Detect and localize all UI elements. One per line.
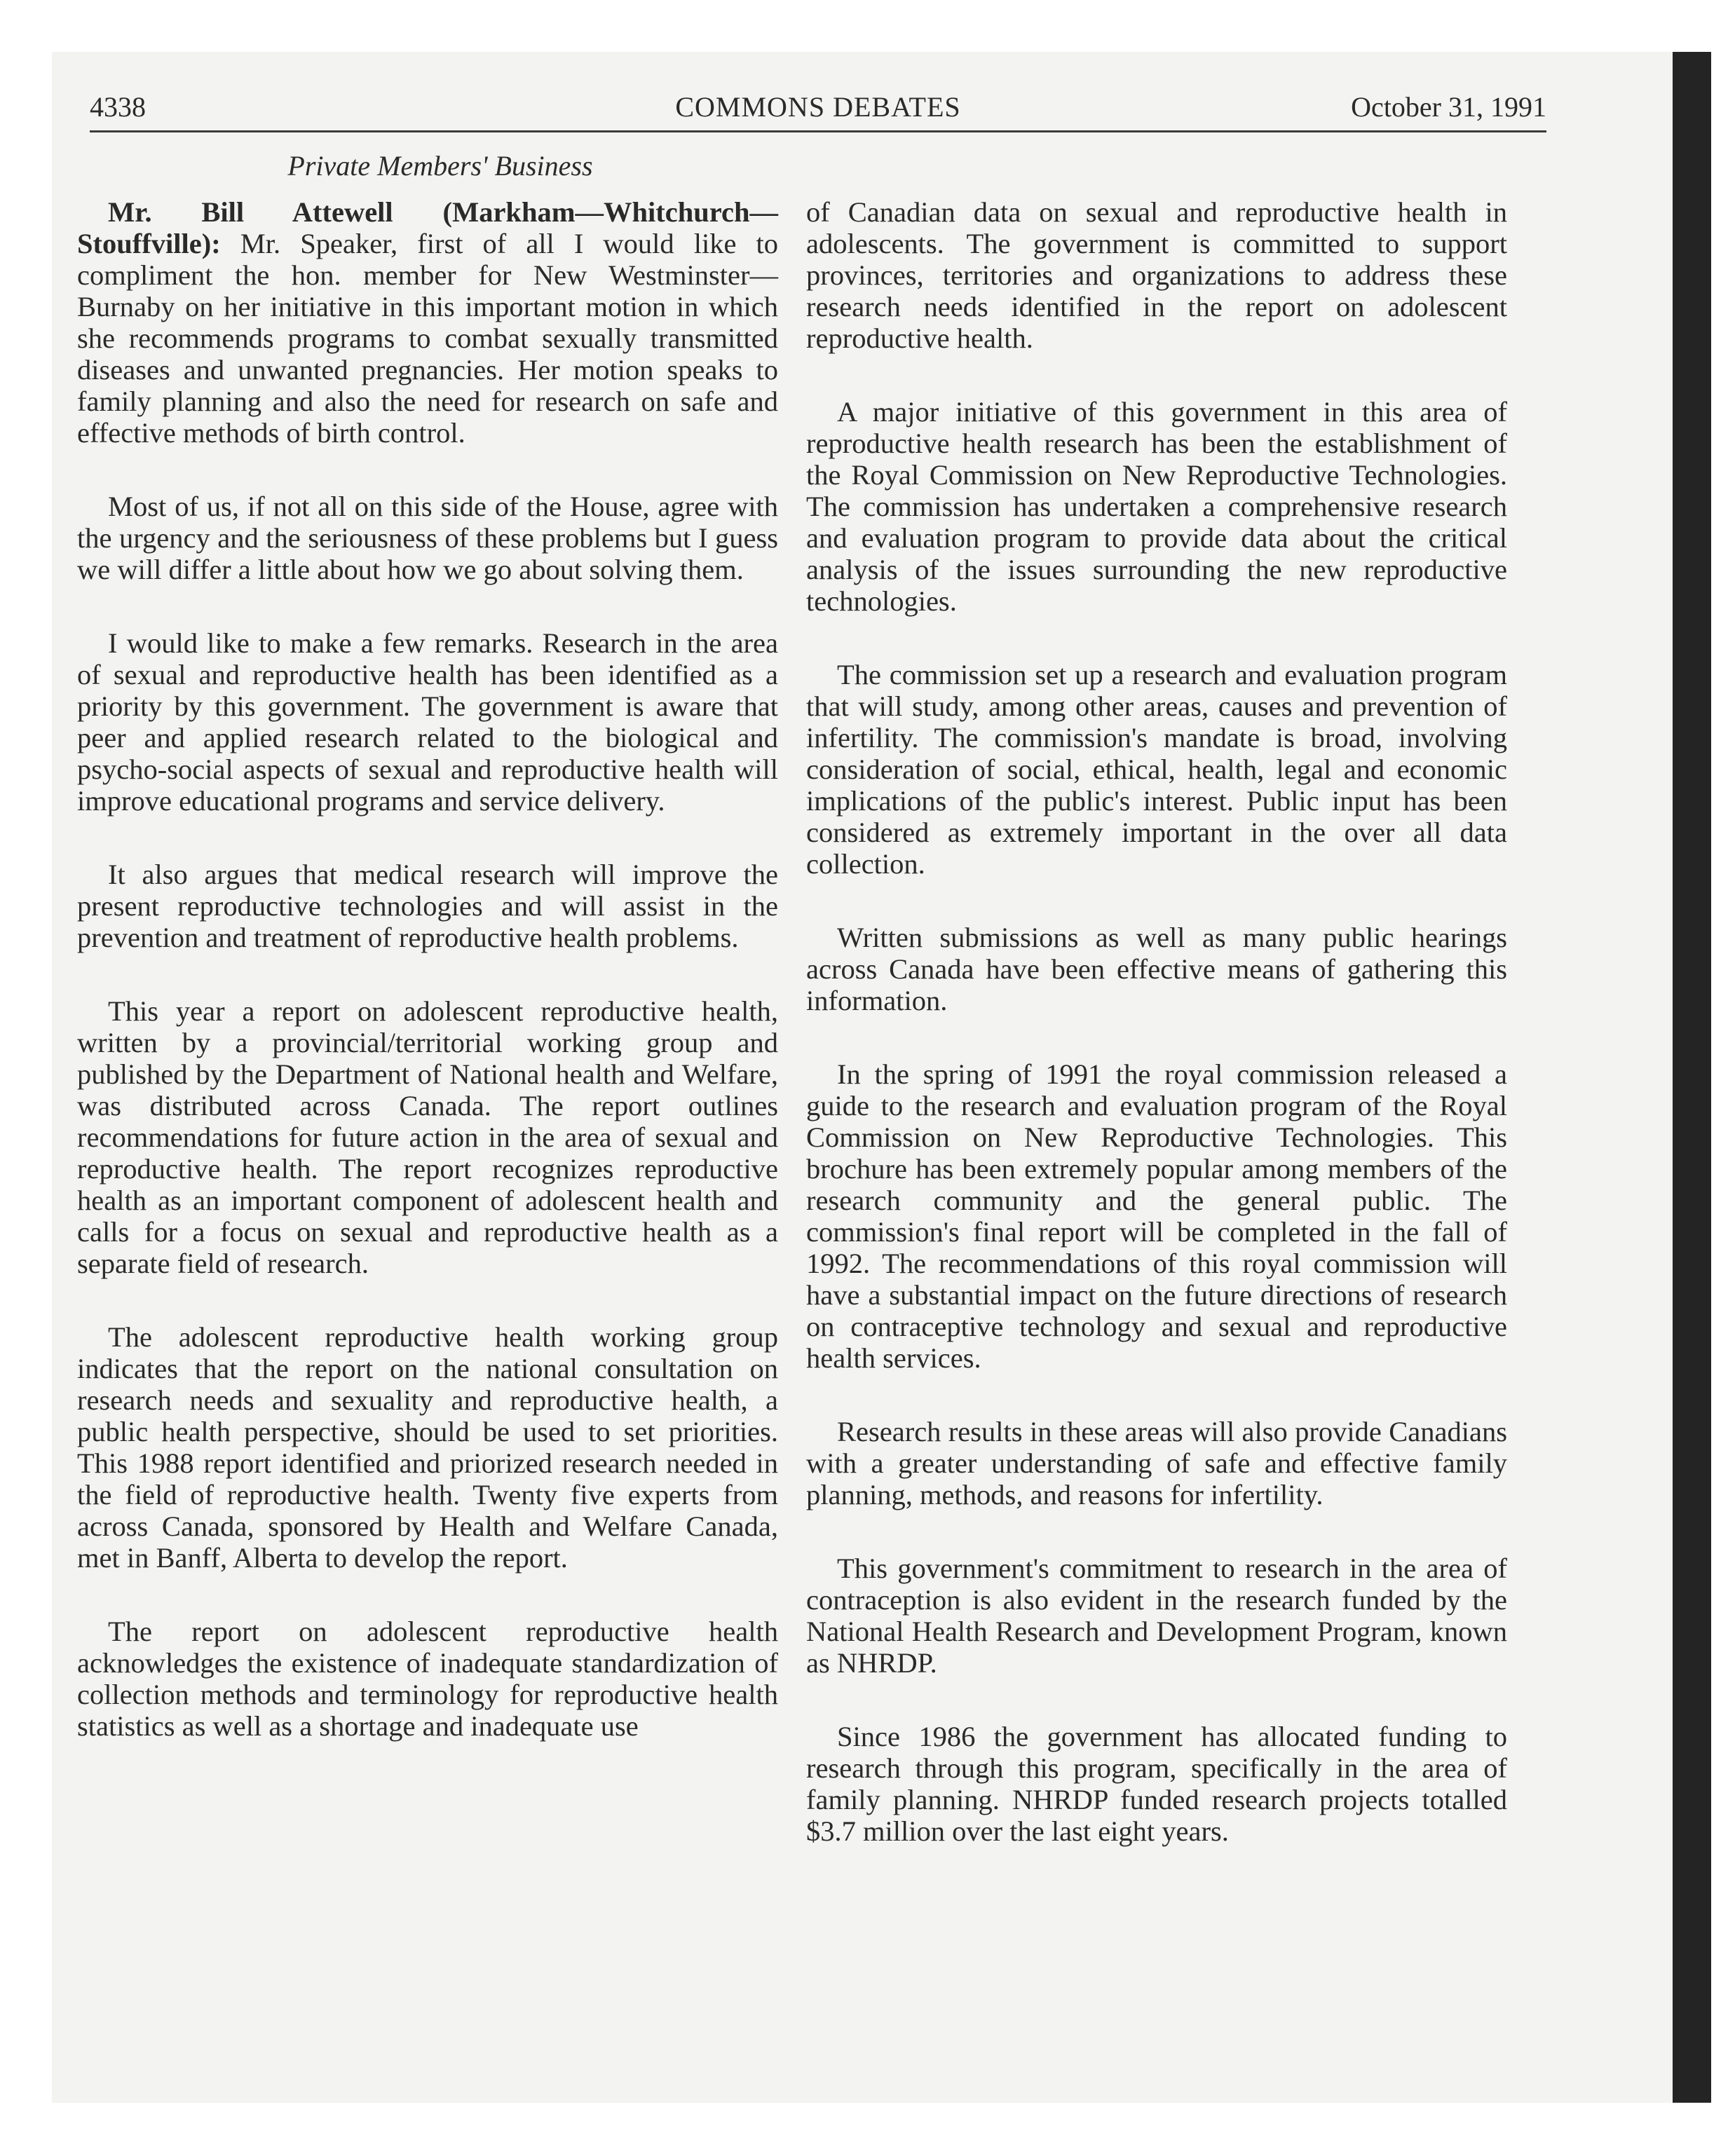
page-number: 4338 <box>90 91 146 123</box>
publication-title: COMMONS DEBATES <box>675 91 961 123</box>
scan-edge-shadow <box>1673 52 1711 2103</box>
speaker-name: Mr. Bill Attewell (Markham—Whitchurch—Stouffville): <box>77 196 778 259</box>
right-column <box>806 196 1507 1889</box>
paragraph: This government's commitment to research in the area of contraception is also evident in the research funded by the National Health Research and Development Program, known as NHRDP. <box>806 1553 1507 1679</box>
paragraph: Research results in these areas will also provide Canadians with a greater understanding of safe and effective family planning, methods, and reasons for infertility. <box>806 1416 1507 1510</box>
paragraph: The adolescent reproductive health working group indicates that the report on the national consultation on research needs and sexuality and reproductive health, a public health perspective, should be used to set priorities. This 1988 report identified and priorized research needed in the field of reproductive health. Twenty five experts from across Canada, sponsored by Health and Welfare Canada, met in Banff, Alberta to develop the report. <box>77 1321 778 1574</box>
paragraph-continued: of Canadian data on sexual and reproductive health in adolescents. The government is committed to support provinces, territories and organizations to address these research needs identified in the report on adolescent reproductive health. <box>806 196 1507 354</box>
paragraph: It also argues that medical research will improve the present reproductive technologies and will assist in the prevention and treatment of reproductive health problems. <box>77 859 778 953</box>
paragraph: The report on adolescent reproductive health acknowledges the existence of inadequate standardization of collection methods and terminology for reproductive health statistics as well as a shortage and inadequate use <box>77 1616 778 1742</box>
paragraph: The commission set up a research and evaluation program that will study, among other areas, causes and prevention of infertility. The commission's mandate is broad, involving consideration of social, ethical, health, legal and economic implications of the public's interest. Public input has been considered as extremely important in the over all data collection. <box>806 659 1507 880</box>
paragraph: I would like to make a few remarks. Research in the area of sexual and reproductive health has been identified as a priority by this government. The government is aware that peer and applied research related to the biological and psycho-social aspects of sexual and reproductive health will improve educational programs and service delivery. <box>77 627 778 817</box>
paragraph: In the spring of 1991 the royal commission released a guide to the research and evaluation program of the Royal Commission on New Reproductive Technologies. This brochure has been extremely popular among members of the research community and the general public. The commission's final report will be completed in the fall of 1992. The recommendations of this royal commission will have a substantial impact on the future directions of research on contraceptive technology and sexual and reproductive health services. <box>806 1058 1507 1374</box>
paragraph: Written submissions as well as many public hearings across Canada have been effective means of gathering this information. <box>806 922 1507 1016</box>
page-header <box>90 84 1546 132</box>
paragraph-text: Mr. Speaker, first of all I would like to compliment the hon. member for New Westminster—Burnaby on her initiative in this important motion in which she recommends programs to combat sexually transmitted diseases and unwanted pregnancies. Her motion speaks to family planning and also the need for research on safe and effective methods of birth control. <box>77 228 778 449</box>
paragraph <box>77 196 778 449</box>
left-column <box>77 196 778 1784</box>
publication-date: October 31, 1991 <box>1351 91 1546 123</box>
section-label: Private Members' Business <box>287 150 593 182</box>
paragraph: Since 1986 the government has allocated funding to research through this program, specifically in the area of family planning. NHRDP funded research projects totalled $3.7 million over the last eight years. <box>806 1721 1507 1847</box>
paragraph: This year a report on adolescent reproductive health, written by a provincial/territorial working group and published by the Department of National health and Welfare, was distributed across Canada. The report outlines recommendations for future action in the area of sexual and reproductive health. The report recognizes reproductive health as an important component of adolescent health and calls for a focus on sexual and reproductive health as a separate field of research. <box>77 995 778 1279</box>
paragraph: Most of us, if not all on this side of the House, agree with the urgency and the seriousness of these problems but I guess we will differ a little about how we go about solving them. <box>77 491 778 585</box>
paragraph: A major initiative of this government in this area of reproductive health research has been the establishment of the Royal Commission on New Reproductive Technologies. The commission has undertaken a comprehensive research and evaluation program to provide data about the critical analysis of the issues surrounding the new reproductive technologies. <box>806 396 1507 617</box>
